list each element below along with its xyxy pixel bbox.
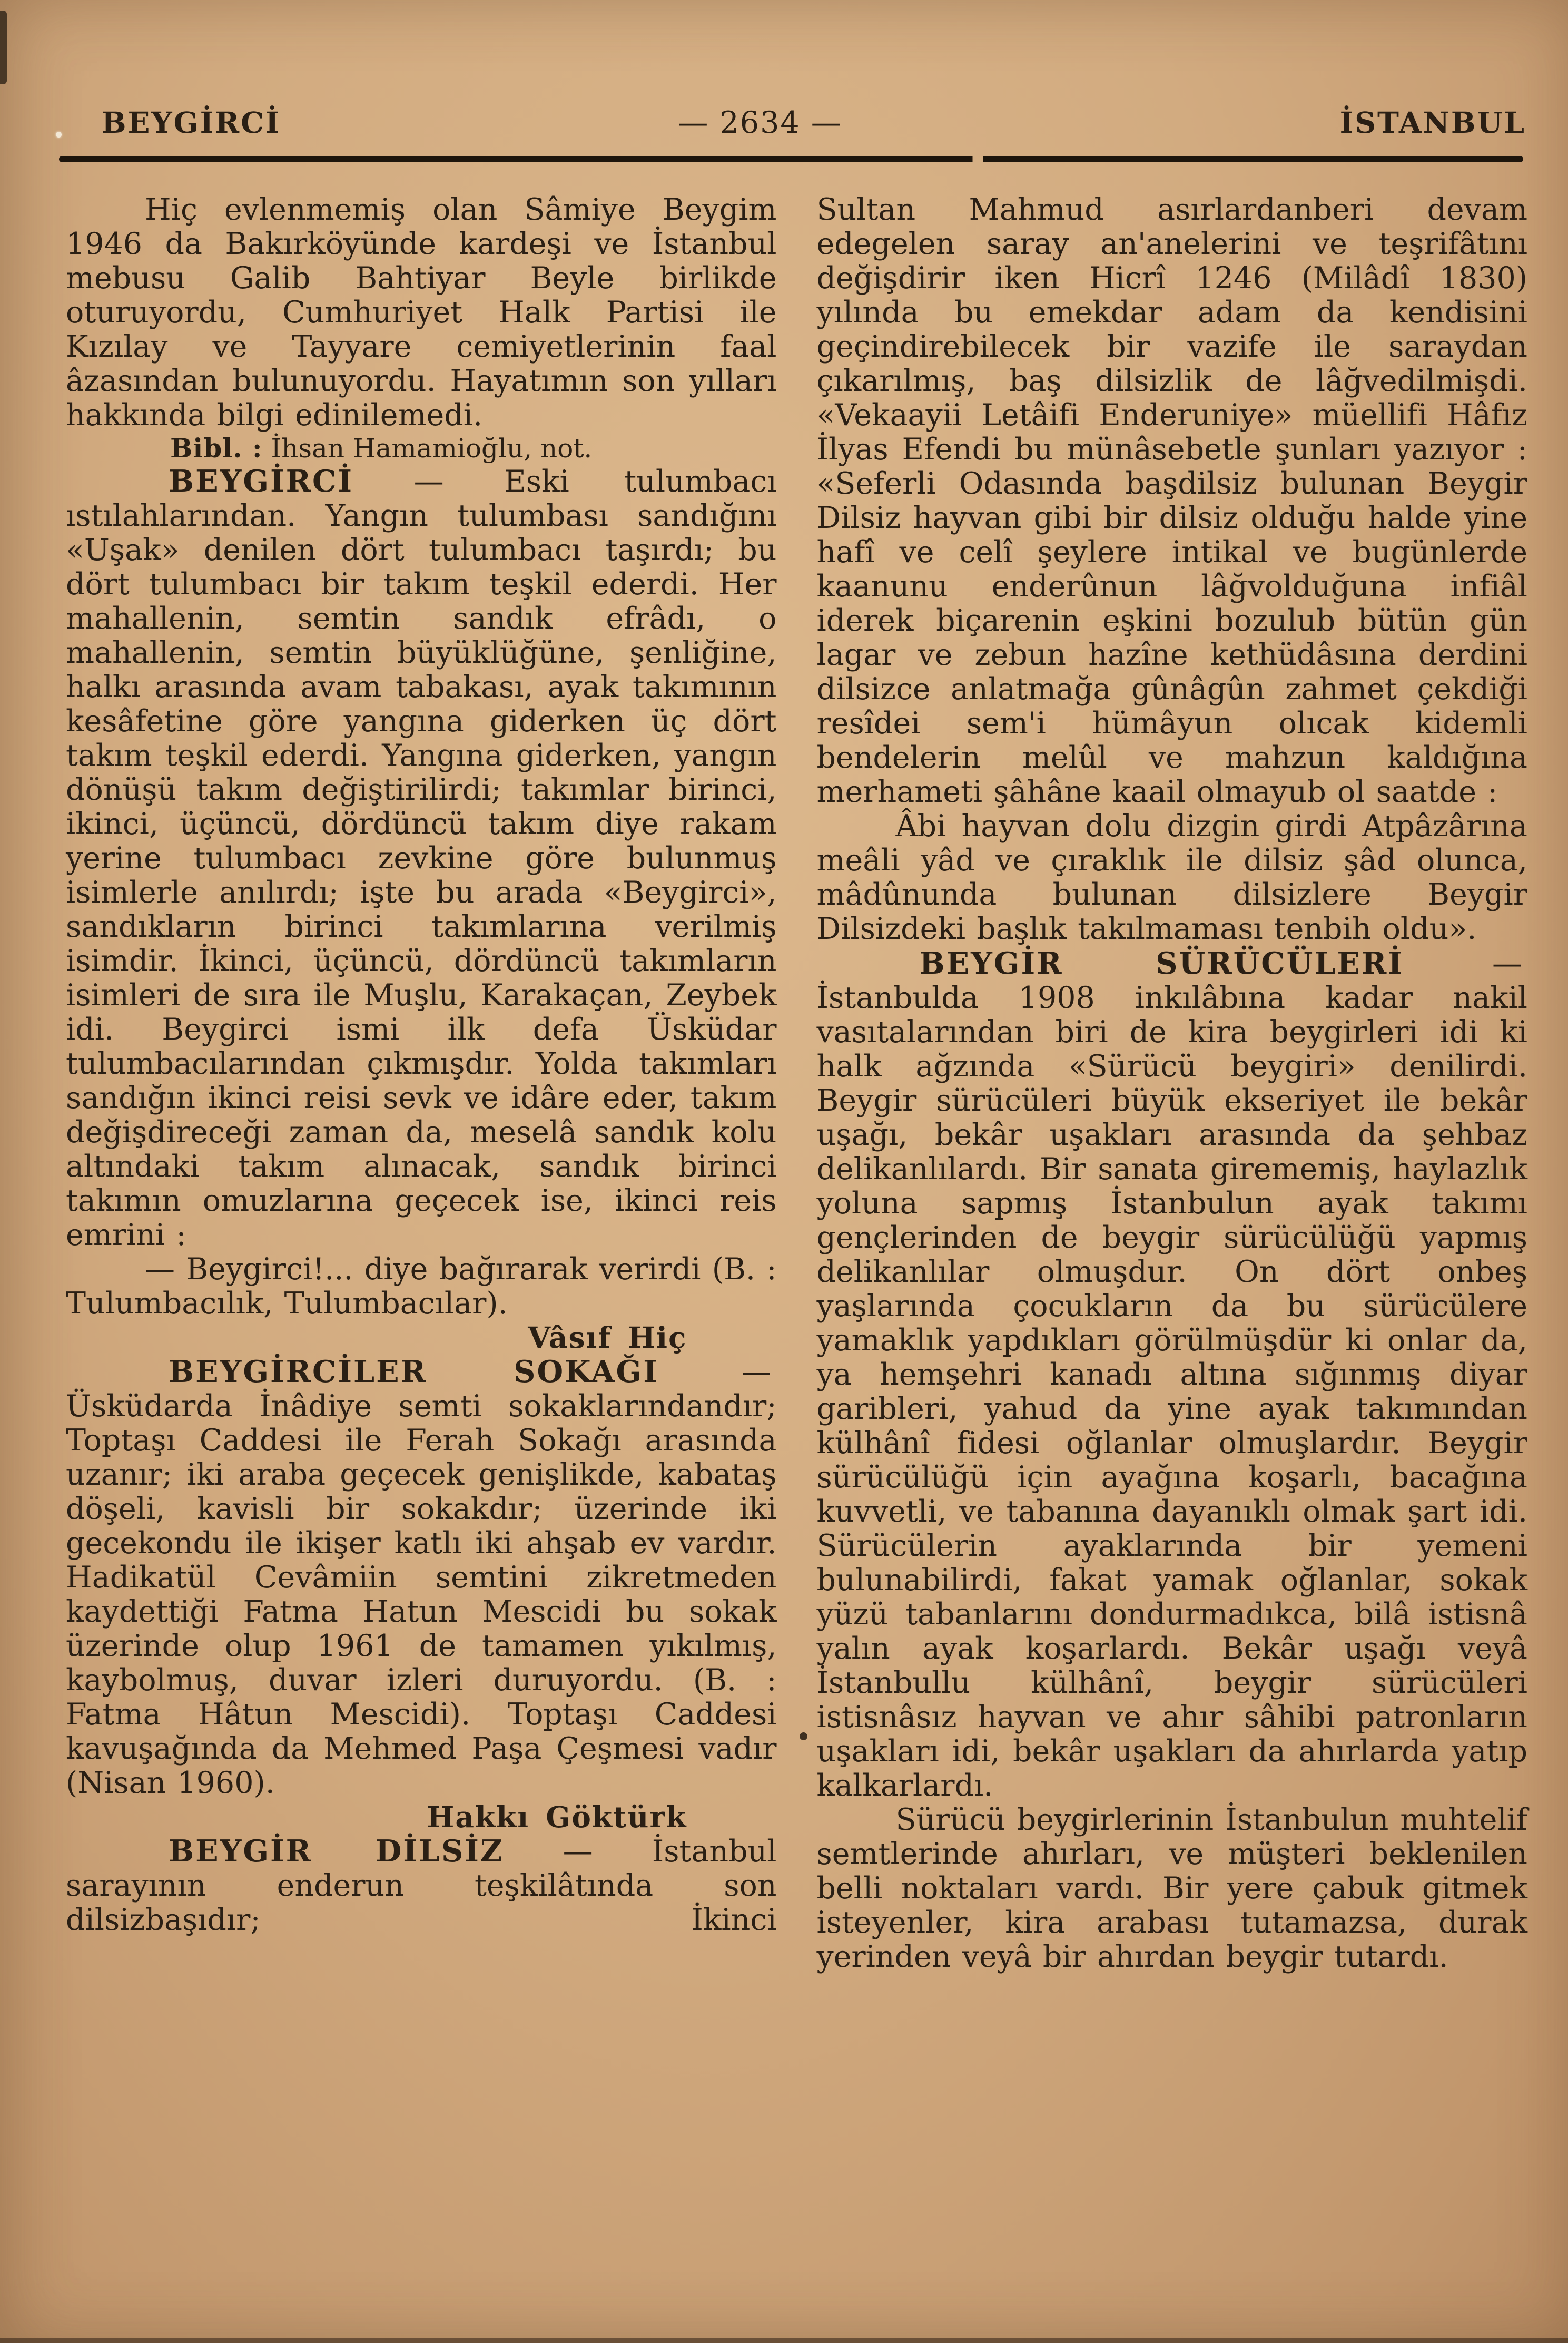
entry-paragraph — [817, 946, 1528, 1803]
entry-dash: — — [413, 464, 444, 499]
author-signature: Vâsıf Hiç — [528, 1320, 687, 1355]
entry-headword: BEYGİRCİ — [169, 464, 354, 499]
author-signature: Hakkı Göktürk — [427, 1800, 687, 1834]
entry-headword: BEYGİR SÜRÜCÜLERİ — [919, 946, 1404, 981]
entry-text: İstanbulda 1908 inkılâbına kadar nakil vasıtalarından biri de kira beygirleri idi ki halk ağzında «Sürücü beygiri» denilirdi. Beygir sürücüleri büyük ekseriyet ile bekâr uşağı, bekâr uşakları arasında da şehbaz delikanlılardı. Bir sanata girememiş, haylazlık yoluna sapmış İstanbulun ayak takımı gençlerinden de beygir sürücülüğü yapmış delikanlılar olmuşdur. On dört onbeş yaşlarında çocukların da bu sürücülere yamaklık yapdıkları görülmüşdür ki onlar da, ya hemşehri kanadı altına sığınmış diyar garibleri, yahud da yine ayak takımından külhânî fidesi oğlanlar olmuşlardır. Beygir sürücülüğü için ayağına koşarlı, bacağına kuvvetli, ve tabanına dayanıklı olmak şart idi. Sürücülerin ayaklarında bir yemeni bulunabilirdi, fakat yamak oğlanlar, sokak yüzü tabanlarını dondurmadıkca, bilâ istisnâ yalın ayak koşarlardı. Bekâr uşağı veyâ İstanbullu külhânî, beygir sürücüleri istisnâsız hayvan ve ahır sâhibi patronların uşakları idi, bekâr uşakları da ahırlarda yatıp kalkarlardı. — [816, 981, 1527, 1803]
entry-dash: — — [741, 1355, 772, 1389]
scan-edge-mark — [0, 11, 7, 84]
body-paragraph: Sürücü beygirlerinin İstanbulun muhtelif semtlerinde ahırları, ve müşteri beklenilen belli noktaları vardı. Bir yere çabuk gitmek isteyenler, kira arabası tutamazsa, durak yerinden veyâ bir ahırdan beygir tutardı. — [816, 1802, 1527, 1974]
header-rule — [59, 156, 1523, 162]
bibliography-note — [66, 433, 777, 464]
bibliography-label: Bibl. : — [170, 433, 263, 464]
page-number: — 2634 — — [678, 105, 842, 140]
left-column — [66, 193, 777, 1974]
ink-speck — [800, 1732, 807, 1740]
right-column — [817, 193, 1528, 1974]
paper-speck — [56, 132, 62, 138]
entry-dash: — — [563, 1834, 593, 1869]
entry-text: Üsküdarda İnâdiye semti sokaklarındandır; Toptaşı Caddesi ile Ferah Sokağı arasında uzanır; iki araba geçecek genişlikde, kabataş döşeli, kavisli bir sokakdır; üzerinde iki gecekondu ile ikişer katlı iki ahşab ev vardır. Hadikatül Cevâmiin semtini zikretmeden kaydettiği Fatma Hatun Mescidi bu sokak üzerinde olup 1961 de tamamen yıkılmış, kaybolmuş, duvar izleri duruyordu. (B. : Fatma Hâtun Mescidi). Toptaşı Caddesi kavuşağında da Mehmed Paşa Çeşmesi vadır (Nisan 1960). — [66, 1389, 777, 1800]
body-paragraph: Hiç evlenmemiş olan Sâmiye Beygim 1946 da Bakırköyünde kardeşi ve İstanbul mebusu Galib Bahtiyar Beyle birlikde oturuyordu, Cumhuriyet Halk Partisi ile Kızılay ve Tayyare cemiyetlerinin faal âzasından bulunuyordu. Hayatımın son yılları hakkında bilgi edinilemedi. — [66, 192, 777, 433]
entry-paragraph — [66, 464, 777, 1252]
running-title-left: BEYGİRCİ — [102, 105, 281, 140]
entry-headword: BEYGİRCİLER SOKAĞI — [169, 1354, 659, 1389]
entry-paragraph — [66, 1355, 777, 1800]
body-paragraph: Âbi hayvan dolu dizgin girdi Atpâzârına meâli yâd ve çıraklık ile dilsiz şâd olunca, mâdûnunda bulunan dilsizlere Beygir Dilsizdeki başlık takılmaması tenbih oldu». — [816, 809, 1527, 946]
bibliography-text: İhsan Hamamioğlu, not. — [271, 433, 593, 464]
text-columns — [0, 162, 1568, 1974]
entry-dash: — — [1492, 946, 1523, 981]
running-title-right: İSTANBUL — [1339, 105, 1526, 140]
entry-text: İstanbul sarayının enderun teşkilâtında son dilsizbaşıdır; İkinci — [66, 1834, 777, 1937]
entry-text: Eski tulumbacı ıstılahlarından. Yangın tulumbası sandığını «Uşak» denilen dört tulumbacı taşırdı; bu dört tulumbacı bir takım teşkil ederdi. Her mahallenin, semtin sandık efrâdı, o mahallenin, semtin büyüklüğüne, şenliğine, halkı arasında avam tabakası, ayak takımının kesâfetine göre yangına giderken üç dört takım teşkil ederdi. Yangına giderken, yangın dönüşü takım değiştirilirdi; takımlar birinci, ikinci, üçüncü, dördüncü takım diye rakam yerine tulumbacı zevkine göre bulunmuş isimlerle anılırdı; işte bu arada «Beygirci», sandıkların birinci takımlarına verilmiş isimdir. İkinci, üçüncü, dördüncü takımların isimleri de sıra ile Muşlu, Karakaçan, Zeybek idi. Beygirci ismi ilk defa Üsküdar tulumbacılarından çıkmışdır. Yolda takımları sandığın ikinci reisi sevk ve idâre eder, takım değişdireceği zaman da, meselâ sandık kolu altındaki takım alınacak, sandık birinci takımın omuzlarına geçecek ise, ikinci reis emrini : — [66, 464, 777, 1252]
continuation-paragraph: Sultan Mahmud asırlardanberi devam edegelen saray an'anelerini ve teşrifâtını değişdirir iken Hicrî 1246 (Milâdî 1830) yılında bu emekdar adam da kendisini geçindirebilecek bir vazife ile saraydan çıkarılmış, baş dilsizlik de lâğvedilmişdi. «Vekaayii Letâifi Enderuniye» müellifi Hâfız İlyas Efendi bu münâsebetle şunları yazıyor : «Seferli Odasında başdilsiz bulunan Beygir Dilsiz hayvan gibi bir dilsiz olduğu halde yine hafî ve celî şeylere intikal ve bugünlerde kaanunu enderûnun lâğvolduğuna infiâl iderek biçarenin eşkini bozulub bütün gün lagar ve zebun hazîne kethüdâsına derdini dilsizce anlatmağa gûnâgûn zahmet çekdiği resîdei sem'i hümâyun olıcak kidemli bendelerin melûl ve mahzun kaldığına merhameti şâhâne kaail olmayub ol saatde : — [816, 192, 1527, 809]
body-paragraph: — Beygirci!... diye bağırarak verirdi (B. : Tulumbacılık, Tulumbacılar). — [66, 1252, 777, 1321]
entry-headword: BEYGİR DİLSİZ — [169, 1834, 504, 1869]
entry-paragraph — [66, 1834, 777, 1937]
page-header — [0, 0, 1568, 140]
